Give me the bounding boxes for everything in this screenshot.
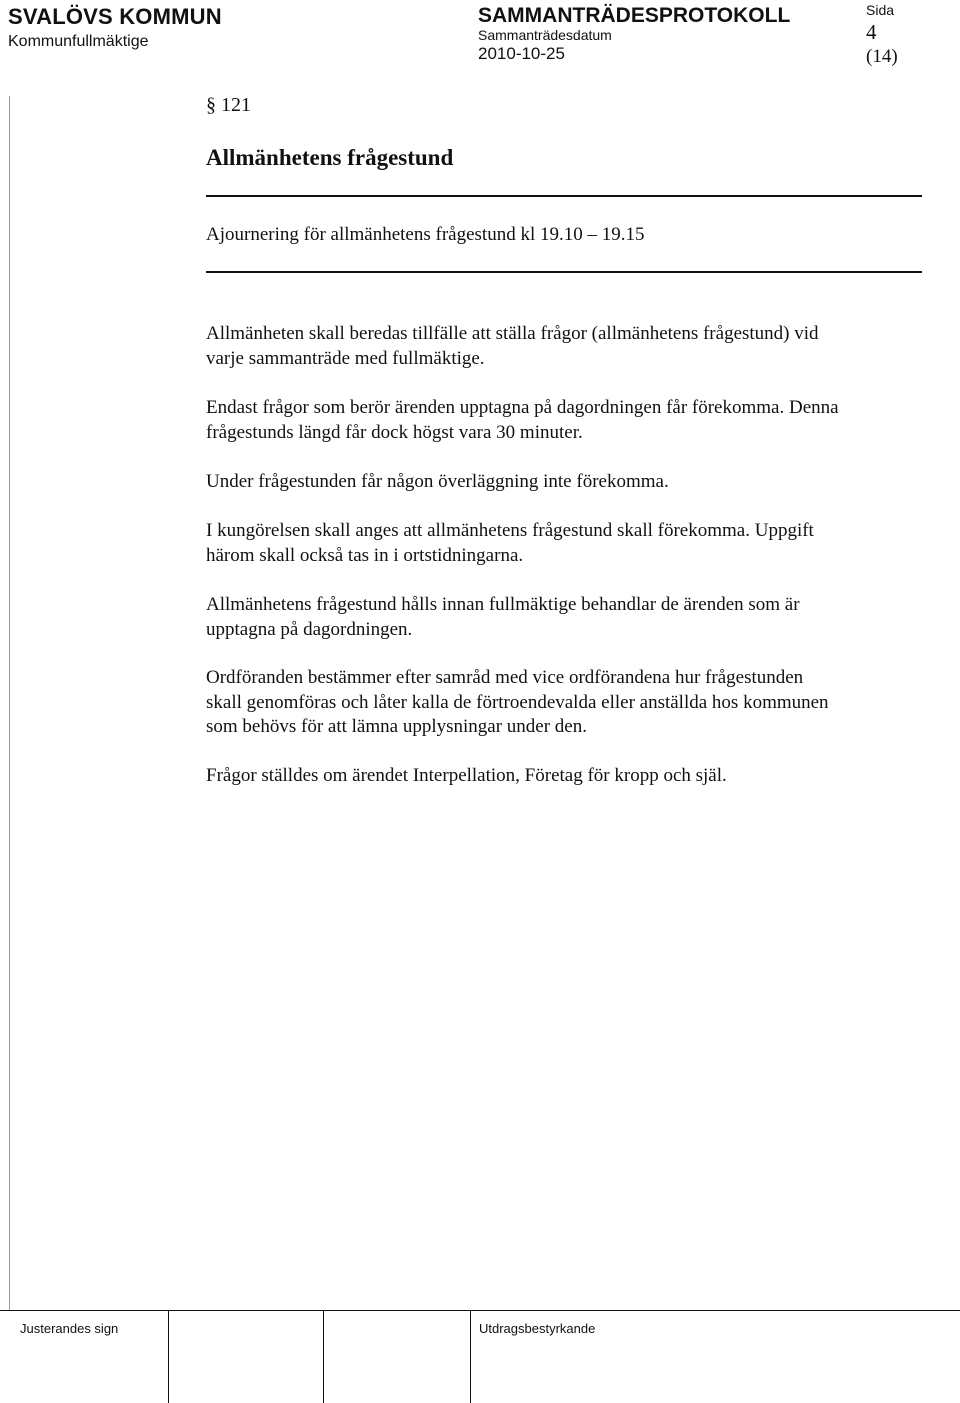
justifier-signature-label: Justerandes sign <box>20 1321 119 1336</box>
paragraph: Allmänheten skall beredas tillfälle att ställa frågor (allmänhetens frågestund) vid varje sammanträde med fullmäktige. <box>206 323 819 369</box>
paragraph: Under frågestunden får någon överläggning inte förekomma. <box>206 471 669 492</box>
paragraph: Ordföranden bestämmer efter samråd med vice ordförandena hur frågestunden skall genomföras och låter kalla de förtroendevalda eller anställda hos kommunen som behövs för att lämna upplysningar under den. <box>206 667 829 737</box>
page-number: 4 <box>866 20 877 44</box>
section-title: Allmänhetens frågestund <box>206 145 454 170</box>
paragraph: Frågor ställdes om ärendet Interpellation, Företag för kropp och själ. <box>206 765 727 786</box>
adjournment-note: Ajournering för allmänhetens frågestund kl 19.10 – 19.15 <box>206 224 645 245</box>
extract-certification-label: Utdragsbestyrkande <box>479 1321 596 1336</box>
signature-box-divider <box>470 1311 471 1403</box>
page-label: Sida <box>866 2 895 18</box>
signature-box-divider <box>168 1311 169 1403</box>
section-number: § 121 <box>206 94 251 116</box>
body-name: Kommunfullmäktige <box>8 33 149 50</box>
document-type: SAMMANTRÄDESPROTOKOLL <box>478 4 791 27</box>
paragraph: Endast frågor som berör ärenden upptagna på dagordningen får förekomma. Denna frågestunds längd får dock högst vara 30 minuter. <box>206 397 839 443</box>
page-total: (14) <box>866 46 898 67</box>
section-divider-top <box>206 195 922 197</box>
meeting-date: 2010-10-25 <box>478 44 565 63</box>
municipality-name: SVALÖVS KOMMUN <box>8 4 222 29</box>
footer-rule <box>0 1310 960 1311</box>
section-divider-bottom <box>206 271 922 273</box>
left-margin-rule <box>9 96 10 1310</box>
signature-box-divider <box>323 1311 324 1403</box>
meeting-date-label: Sammanträdesdatum <box>478 27 612 43</box>
paragraph: Allmänhetens frågestund hålls innan fullmäktige behandlar de ärenden som är upptagna på dagordningen. <box>206 594 800 640</box>
paragraph: I kungörelsen skall anges att allmänhetens frågestund skall förekomma. Uppgift härom skall också tas in i ortstidningarna. <box>206 520 814 566</box>
